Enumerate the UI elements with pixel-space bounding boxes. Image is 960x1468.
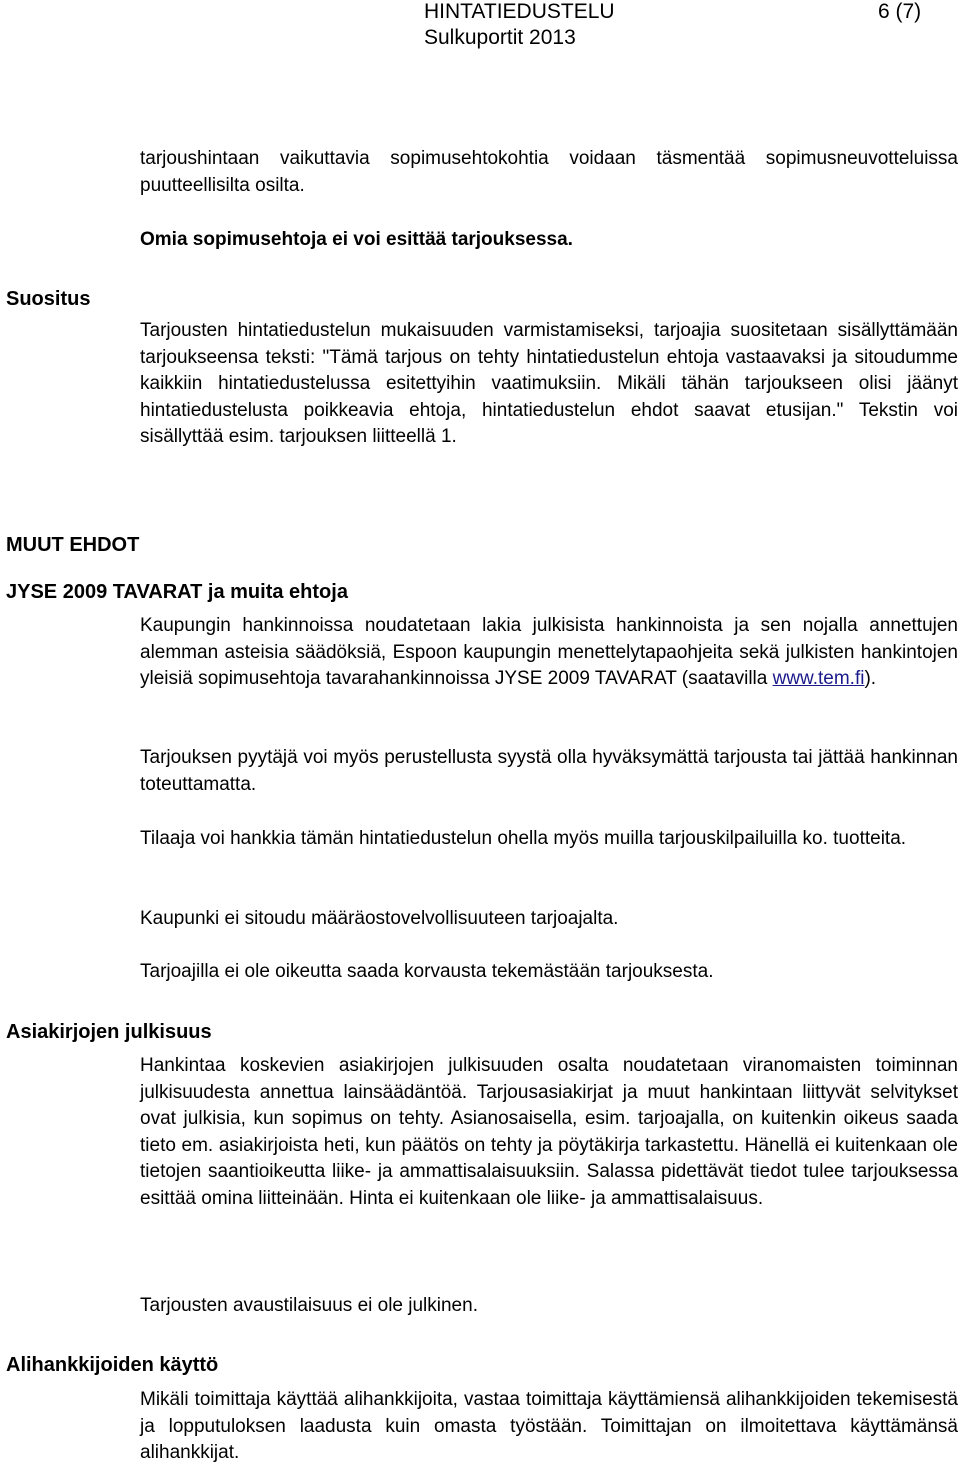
alihankkijoiden-paragraph: Mikäli toimittaja käyttää alihankkijoita, vastaa toimittaja käyttämiensä alihankkijoiden tekemisestä ja lopputuloksen laadusta kuin omasta työstään. Toimittajan on ilmoitettava käyttämänsä alihankkijat.: [140, 1389, 958, 1463]
jyse-paragraph-text: Kaupungin hankinnoissa noudatetaan lakia julkisista hankinnoista ja sen nojalla annettujen alemman asteisia säädöksiä, Espoon kaupungin menettelytapaohjeita sekä julkisten hankintojen yleisiä sopimusehtoja tavarahankinnoissa JYSE 2009 TAVARAT (saatavilla: [140, 615, 958, 689]
document-title: HINTATIEDUSTELU: [424, 0, 615, 23]
asiakirjojen-label: Asiakirjojen julkisuus: [6, 1021, 212, 1043]
page-number: 6 (7): [878, 0, 922, 23]
jyse-paragraph: [140, 613, 958, 693]
bold-note: Omia sopimusehtoja ei voi esittää tarjouksessa.: [140, 229, 573, 250]
kaupunki-paragraph: Kaupunki ei sitoudu määräostovelvollisuuteen tarjoajalta.: [140, 908, 619, 929]
pyytaja-paragraph: Tarjouksen pyytäjä voi myös perustellusta syystä olla hyväksymättä tarjousta tai jättää hankinnan toteuttamatta.: [140, 747, 958, 795]
alihankkijoiden-label: Alihankkijoiden käyttö: [6, 1354, 219, 1376]
suositus-label: Suositus: [6, 288, 91, 310]
document-subtitle: Sulkuportit 2013: [424, 26, 576, 49]
suositus-paragraph: Tarjousten hintatiedustelun mukaisuuden varmistamiseksi, tarjoajia suositetaan sisällyttämään tarjoukseensa teksti: "Tämä tarjous on tehty hintatiedustelun ehtoja vastaavaksi ja sitoudumme kaikkiin hintatiedustelussa esitettyihin vaatimuksiin. Mikäli tähän tarjoukseen olisi jäänyt hintatiedustelusta poikkeavia ehtoja, hintatiedustelun ehdot saavat etusijan." Tekstin voi sisällyttää esim. tarjouksen liitteellä 1.: [140, 320, 958, 447]
jyse-paragraph-end: ).: [864, 668, 877, 689]
julkisuus-paragraph: Hankintaa koskevien asiakirjojen julkisuuden osalta noudatetaan viranomaisten toiminnan julkisuudesta annettua lainsäädäntöä. Tarjousasiakirjat ja muut hankintaan liittyvät selvitykset ovat julkisia, kun sopimus on tehty. Asianosaisella, esim. tarjoajalla, on kuitenkin oikeus saada tieto em. asiakirjoista heti, kun päätös on tehty ja pöytäkirja tarkastettu. Hänellä ei kuitenkaan ole tietojen saantioikeutta liike- ja ammattisalaisuuksiin. Salassa pidettävät tiedot tulee tarjouksessa esittää omina liitteinään. Hinta ei kuitenkaan ole liike- ja ammattisalaisuus.: [140, 1055, 958, 1209]
avaustilaisuus-paragraph: Tarjousten avaustilaisuus ei ole julkinen.: [140, 1295, 478, 1316]
muut-ehdot-heading: MUUT EHDOT: [6, 534, 140, 556]
tilaaja-paragraph: Tilaaja voi hankkia tämän hintatiedustelun ohella myös muilla tarjouskilpailuilla ko. tuotteita.: [140, 828, 907, 849]
tem-link[interactable]: www.tem.fi: [772, 668, 865, 689]
top-paragraph: tarjoushintaan vaikuttavia sopimusehtokohtia voidaan täsmentää sopimusneuvotteluissa puutteellisilta osilta.: [140, 148, 958, 196]
jyse-subheading: JYSE 2009 TAVARAT ja muita ehtoja: [6, 581, 348, 603]
korvaus-paragraph: Tarjoajilla ei ole oikeutta saada korvausta tekemästään tarjouksesta.: [140, 961, 714, 982]
